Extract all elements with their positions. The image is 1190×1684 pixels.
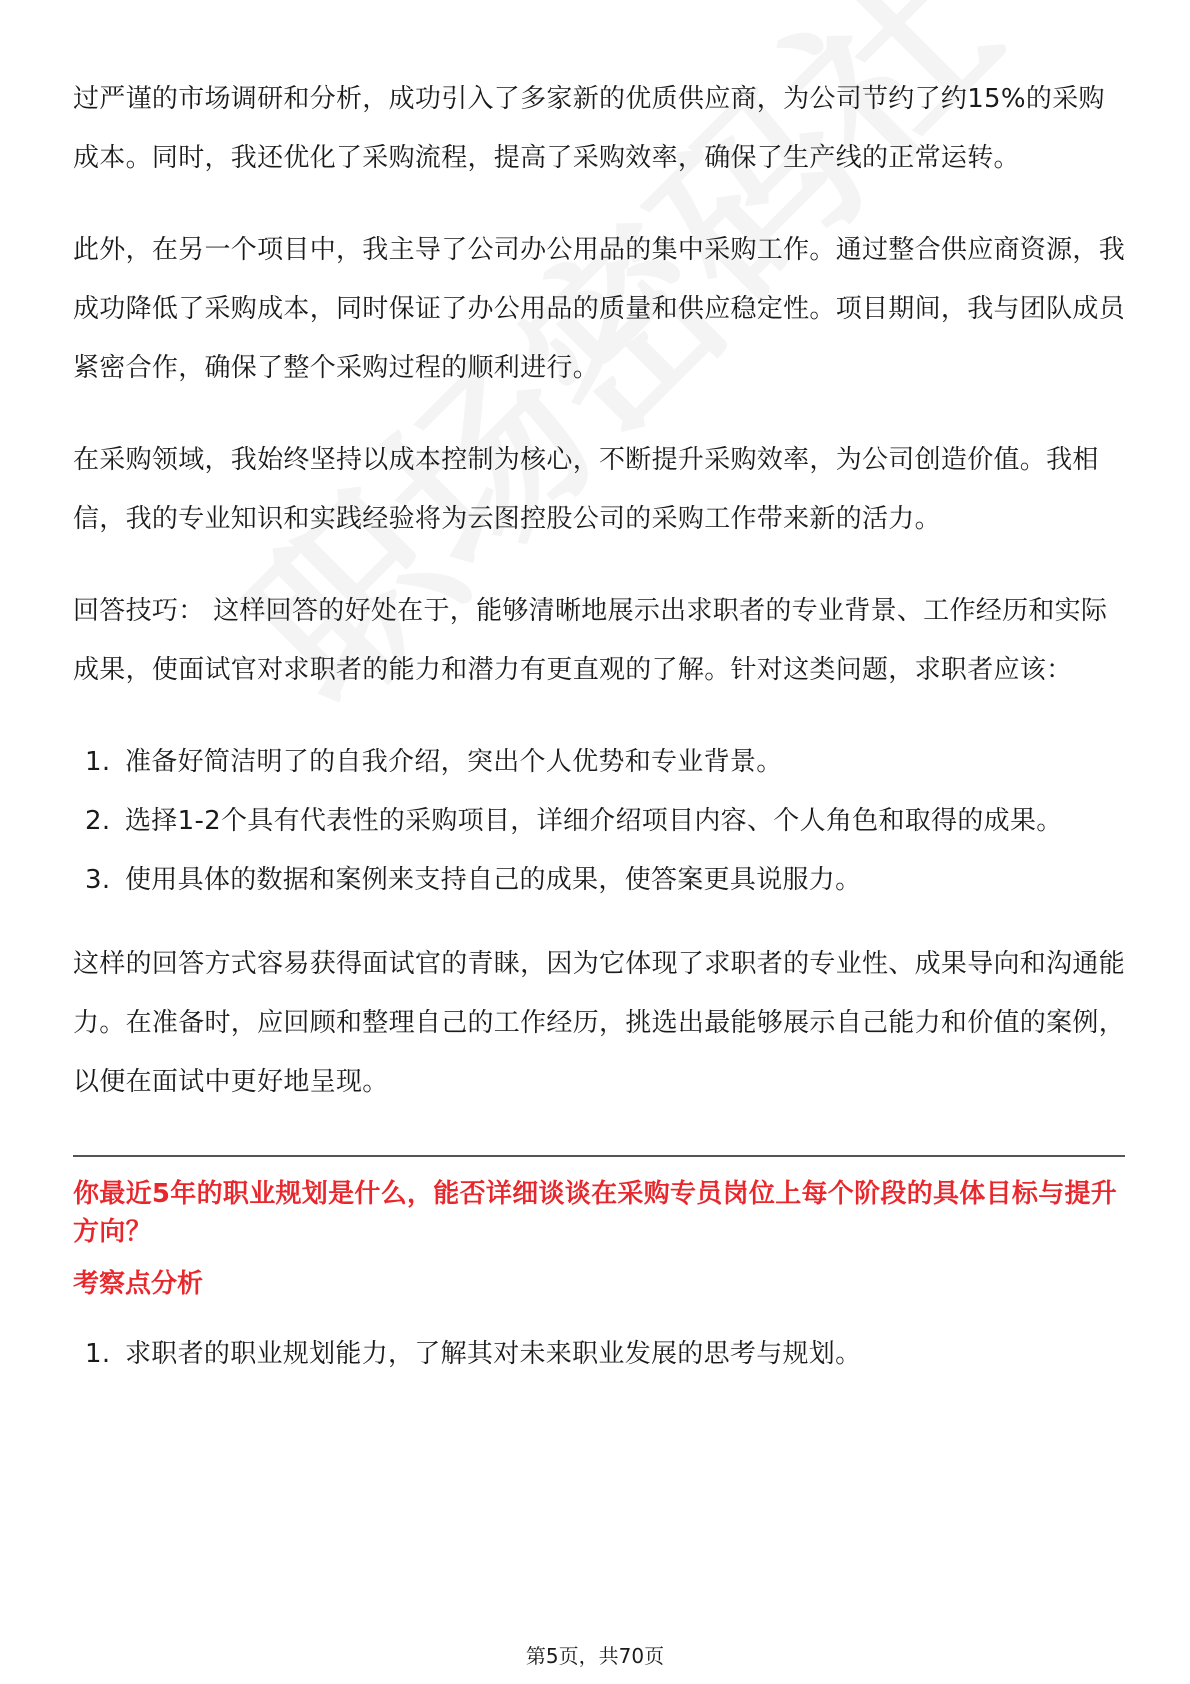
analysis-list	[73, 1325, 1125, 1384]
paragraph-procurement-achievement: 过严谨的市场调研和分析，成功引入了多家新的优质供应商，为公司节约了约15%的采购成本。同时，我还优化了采购流程，提高了采购效率，确保了生产线的正常运转。	[73, 84, 1105, 173]
paragraph-career-value: 在采购领域，我始终坚持以成本控制为核心，不断提升采购效率，为公司创造价值。我相信，我的专业知识和实践经验将为云图控股公司的采购工作带来新的活力。	[73, 445, 1099, 534]
list-number: 1.	[85, 1339, 111, 1369]
list-item	[73, 851, 1125, 910]
paragraph-answer-tips: 回答技巧： 这样回答的好处在于，能够清晰地展示出求职者的专业背景、工作经历和实际成果，使面试官对求职者的能力和潜力有更直观的了解。针对这类问题，求职者应该：	[73, 596, 1108, 685]
page-content	[73, 70, 1125, 1409]
page-footer: 第5页，共70页	[525, 1644, 665, 1668]
paragraph-closing: 这样的回答方式容易获得面试官的青睐，因为它体现了求职者的专业性、成果导向和沟通能力。在准备时，应回顾和整理自己的工作经历，挑选出最能够展示自己能力和价值的案例，以便在面试中更好地呈现。	[73, 949, 1126, 1097]
list-item	[73, 733, 1125, 792]
list-item-text: 使用具体的数据和案例来支持自己的成果，使答案更具说服力。	[125, 865, 862, 895]
list-number: 1.	[85, 747, 111, 777]
section-divider	[73, 1155, 1125, 1157]
interview-question: 你最近5年的职业规划是什么，能否详细谈谈在采购专员岗位上每个阶段的具体目标与提升方向？	[73, 1179, 1118, 1247]
list-number: 2.	[85, 806, 111, 836]
list-item-text: 选择1-2个具有代表性的采购项目，详细介绍项目内容、个人角色和取得的成果。	[125, 806, 1063, 836]
list-number: 3.	[85, 865, 111, 895]
list-item	[73, 1325, 1125, 1384]
list-item-text: 求职者的职业规划能力，了解其对未来职业发展的思考与规划。	[125, 1339, 862, 1369]
analysis-heading: 考察点分析	[73, 1269, 204, 1299]
list-item	[73, 792, 1125, 851]
paragraph-office-supplies-project: 此外，在另一个项目中，我主导了公司办公用品的集中采购工作。通过整合供应商资源，我成功降低了采购成本，同时保证了办公用品的质量和供应稳定性。项目期间，我与团队成员紧密合作，确保了整个采购过程的顺利进行。	[73, 235, 1126, 383]
list-item-text: 准备好简洁明了的自我介绍，突出个人优势和专业背景。	[125, 747, 783, 777]
tips-list	[73, 733, 1125, 910]
